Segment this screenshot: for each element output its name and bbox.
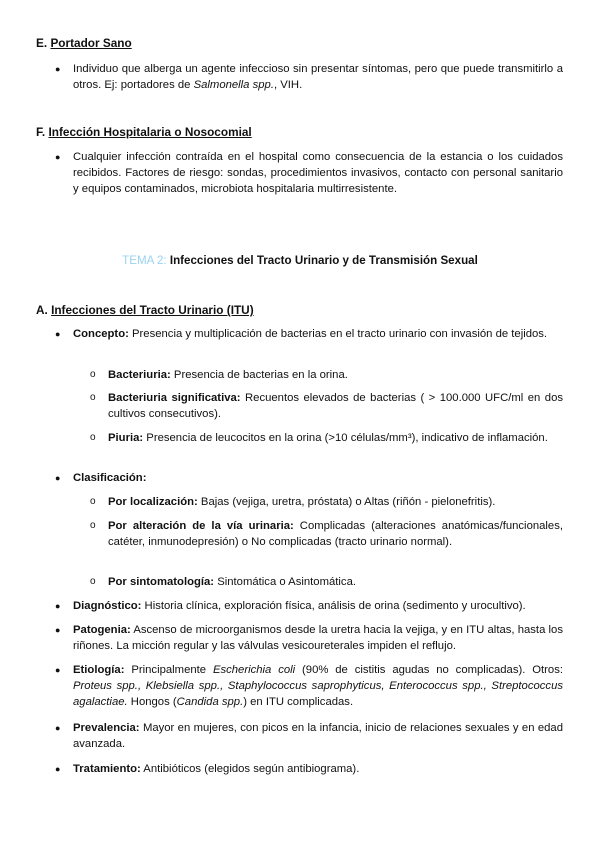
sub-bullet-icon: o xyxy=(90,576,96,587)
organism-list: Proteus spp., Klebsiella spp., Staphylococcus saprophyticus, Enterococcus spp., Streptococcus agalactiae. xyxy=(73,680,563,708)
sub-bullet-icon: o xyxy=(90,369,96,380)
item-text: Presencia y multiplicación de bacterias en el tracto urinario con invasión de tejidos. xyxy=(128,328,548,340)
tema-title xyxy=(0,254,600,267)
item-text: Complicadas (alteraciones anatómicas/funcionales, catéter, inmunodepresión) o No complicadas (tracto urinario normal). xyxy=(108,520,563,548)
item-label: Diagnóstico: xyxy=(73,600,142,612)
item-label: Patogenia: xyxy=(73,624,131,636)
item-label: Etiología: xyxy=(73,664,125,676)
item-label: Por localización: xyxy=(108,496,198,508)
item-label: Prevalencia: xyxy=(73,722,140,734)
item-label: Por sintomatología: xyxy=(108,576,215,588)
sub-bullet-icon: o xyxy=(90,496,96,507)
item-label: Piuria: xyxy=(108,432,144,444)
section-e-item xyxy=(73,61,563,93)
concepto-item xyxy=(73,326,563,342)
item-text: Principalmente xyxy=(124,664,213,676)
item-text: Recuentos elevados de bacterias ( > 100.000 UFC/ml en dos cultivos consecutivos). xyxy=(108,392,563,420)
section-f-heading xyxy=(36,125,252,139)
bullet-icon: ● xyxy=(55,764,61,774)
sub-bullet-icon: o xyxy=(90,392,96,403)
item-text: Presencia de leucocitos en la orina (>10 células/mm³), indicativo de inflamación. xyxy=(143,432,548,444)
item-label: Bacteriuria significativa: xyxy=(108,392,241,404)
bullet-icon: ● xyxy=(55,64,61,74)
text: , VIH. xyxy=(273,79,303,91)
item-text: Historia clínica, exploración física, análisis de orina (sedimento y urocultivo). xyxy=(141,600,526,612)
section-f-title: Infección Hospitalaria o Nosocomial xyxy=(48,125,252,139)
item-text: Antibióticos (elegidos según antibiograma). xyxy=(140,763,360,775)
bullet-icon: ● xyxy=(55,473,61,483)
section-a-title: Infecciones del Tracto Urinario (ITU) xyxy=(51,303,254,317)
section-f-item: Cualquier infección contraída en el hospital como consecuencia de la estancia o los cuidados recibidos. Factores de riesgo: sondas, procedimientos invasivos, contacto con personal sanitario y equipos contaminados, microbiota hospitalaria multirresistente. xyxy=(73,151,563,195)
etiologia-item xyxy=(73,662,563,710)
item-label: Clasificación: xyxy=(73,472,147,484)
tratamiento-item xyxy=(73,761,563,777)
bullet-icon: ● xyxy=(55,665,61,675)
sub-bullet-icon: o xyxy=(90,520,96,531)
item-label: Por alteración de la vía urinaria: xyxy=(108,520,294,532)
patogenia-item xyxy=(73,622,563,654)
clasificacion-sub-2 xyxy=(108,518,563,550)
bullet-icon: ● xyxy=(55,152,61,162)
text: Individuo que alberga un agente infeccioso sin presentar síntomas, pero que puede transmitirlo a otros. Ej: portadores de xyxy=(73,63,563,91)
item-text: Mayor en mujeres, con picos en la infancia, inicio de relaciones sexuales y en edad avanzada. xyxy=(73,722,563,750)
item-label: Concepto: xyxy=(73,328,129,340)
section-e-title: Portador Sano xyxy=(50,36,132,50)
sub-bullet-icon: o xyxy=(90,432,96,443)
organism-name: Salmonella spp. xyxy=(193,79,274,91)
concepto-sub-2 xyxy=(108,390,563,422)
clasificacion-item xyxy=(73,470,563,486)
organism-name: Escherichia coli xyxy=(212,664,296,676)
tema-text: Infecciones del Tracto Urinario y de Transmisión Sexual xyxy=(166,254,478,267)
diagnostico-item xyxy=(73,598,563,614)
tema-label: TEMA 2: xyxy=(122,254,167,267)
item-text: ) en ITU complicadas. xyxy=(243,696,354,708)
item-label: Tratamiento: xyxy=(73,763,141,775)
clasificacion-sub-1 xyxy=(108,494,563,510)
section-e-heading xyxy=(36,36,132,50)
item-text: Ascenso de microorganismos desde la uretra hacia la vejiga, y en ITU altas, hasta los riñones. La micción regular y las válvulas vesicoureterales impiden el reflujo. xyxy=(73,624,563,652)
bullet-icon: ● xyxy=(55,723,61,733)
section-a-prefix: A. xyxy=(36,303,52,317)
item-label: Bacteriuria: xyxy=(108,369,171,381)
bullet-icon: ● xyxy=(55,601,61,611)
bullet-icon: ● xyxy=(55,625,61,635)
concepto-sub-3 xyxy=(108,430,563,446)
section-e-prefix: E. xyxy=(36,36,51,50)
bullet-icon: ● xyxy=(55,329,61,339)
item-text: Hongos ( xyxy=(127,696,177,708)
clasificacion-sub-3 xyxy=(108,574,563,590)
item-text: (90% de cistitis agudas no complicadas). Otros: xyxy=(295,664,563,676)
item-text: Sintomática o Asintomática. xyxy=(214,576,356,588)
item-text: Presencia de bacterias en la orina. xyxy=(170,369,348,381)
organism-name: Candida spp. xyxy=(176,696,244,708)
item-text: Bajas (vejiga, uretra, próstata) o Altas (riñón - pielonefritis). xyxy=(197,496,496,508)
prevalencia-item xyxy=(73,720,563,752)
section-f-prefix: F. xyxy=(36,125,49,139)
section-a-heading xyxy=(36,303,254,317)
concepto-sub-1 xyxy=(108,367,563,383)
